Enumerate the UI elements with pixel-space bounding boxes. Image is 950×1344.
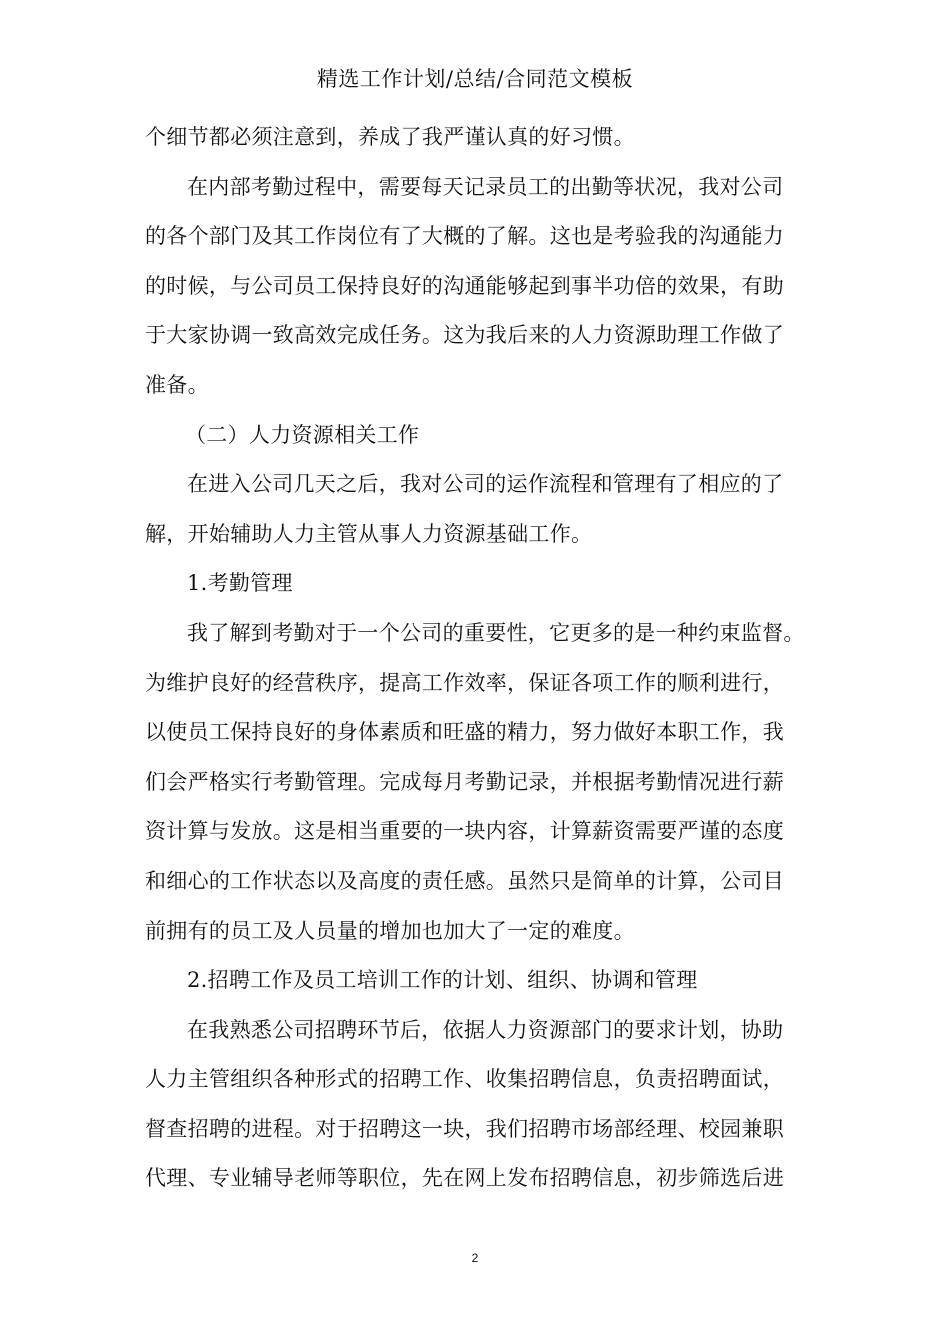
text-line: 资计算与发放。这是相当重要的一块内容，计算薪资需要严谨的态度 bbox=[145, 819, 784, 844]
text-line: 的各个部门及其工作岗位有了大概的了解。这也是考验我的沟通能力 bbox=[145, 224, 784, 249]
page-header-title: 精选工作计划/总结/合同范文模板 bbox=[316, 67, 634, 91]
text-line: 准备。 bbox=[145, 372, 209, 397]
document-body bbox=[145, 117, 815, 1208]
text-line: 在内部考勤过程中，需要每天记录员工的出勤等状况，我对公司 bbox=[187, 174, 784, 199]
text-line: 们会严格实行考勤管理。完成每月考勤记录，并根据考勤情况进行薪 bbox=[145, 769, 784, 794]
text-line: 在我熟悉公司招聘环节后，依据人力资源部门的要求计划，协助 bbox=[187, 1017, 784, 1042]
text-line: 和细心的工作状态以及高度的责任感。虽然只是简单的计算，公司目 bbox=[145, 868, 784, 893]
text-line: 我了解到考勤对于一个公司的重要性，它更多的是一种约束监督。 bbox=[187, 620, 805, 645]
text-line: 的时候，与公司员工保持良好的沟通能够起到事半功倍的效果，有助 bbox=[145, 273, 784, 298]
text-line: 为维护良好的经营秩序，提高工作效率，保证各项工作的顺利进行， bbox=[145, 670, 784, 695]
text-line: 以使员工保持良好的身体素质和旺盛的精力，努力做好本职工作，我 bbox=[145, 720, 784, 745]
text-line: 于大家协调一致高效完成任务。这为我后来的人力资源助理工作做了 bbox=[145, 323, 784, 348]
section-heading: （二）人力资源相关工作 bbox=[185, 422, 420, 447]
subsection-heading: 1.考勤管理 bbox=[187, 571, 293, 596]
text-line: 督查招聘的进程。对于招聘这一块，我们招聘市场部经理、校园兼职 bbox=[145, 1116, 784, 1141]
text-line: 在进入公司几天之后，我对公司的运作流程和管理有了相应的了 bbox=[187, 472, 784, 497]
text-line: 人力主管组织各种形式的招聘工作、收集招聘信息，负责招聘面试， bbox=[145, 1067, 784, 1092]
subsection-heading: 2.招聘工作及员工培训工作的计划、组织、协调和管理 bbox=[187, 968, 698, 993]
text-line: 解，开始辅助人力主管从事人力资源基础工作。 bbox=[145, 521, 593, 546]
text-line: 个细节都必须注意到，养成了我严谨认真的好习惯。 bbox=[145, 125, 635, 149]
page-number: 2 bbox=[471, 1251, 479, 1265]
text-line: 代理、专业辅导老师等职位，先在网上发布招聘信息，初步筛选后进 bbox=[145, 1166, 784, 1191]
text-line: 前拥有的员工及人员量的增加也加大了一定的难度。 bbox=[145, 918, 635, 943]
